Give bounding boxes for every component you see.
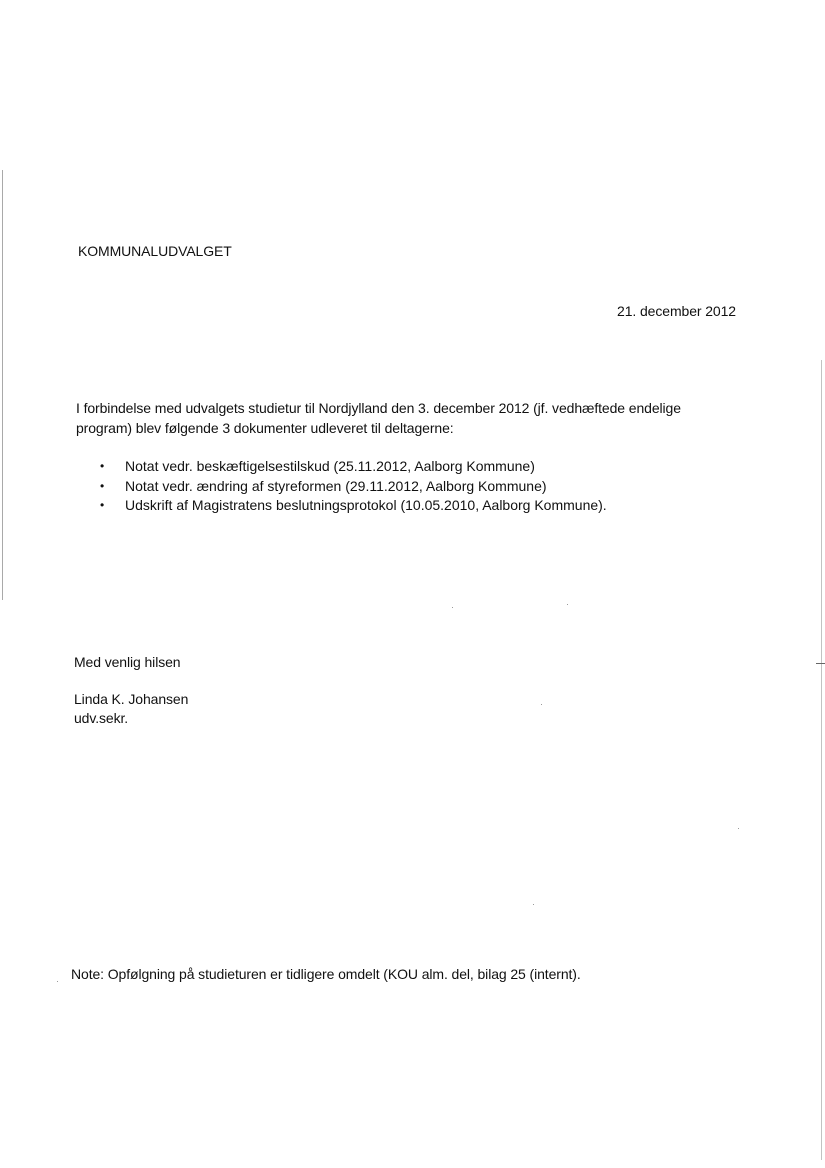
signer-title: udv.sekr. — [74, 710, 129, 726]
bullet-icon: • — [100, 498, 105, 512]
bullet-icon: • — [100, 478, 105, 493]
scan-speck — [533, 904, 534, 905]
document-title: Notat vedr. ændring af styreformen (29.11.2012, Aalborg Kommune) — [125, 477, 547, 494]
signer-name: Linda K. Johansen — [74, 691, 189, 707]
document-title: Udskrift af Magistratens beslutningsprotokol (10.05.2010, Aalborg Kommune). — [125, 497, 607, 513]
recipient-heading: KOMMUNALUDVALGET — [78, 243, 232, 259]
scan-speck — [567, 604, 568, 605]
bullet-icon: • — [100, 459, 105, 473]
scan-speck — [541, 704, 542, 705]
scan-edge-left — [2, 170, 3, 600]
body-line: I forbindelse med udvalgets studietur til Nordjylland den 3. december 2012 (jf. vedhæftede endelige — [76, 400, 681, 416]
scan-edge-mark — [816, 663, 825, 664]
document-list-item — [100, 457, 607, 477]
document-list — [100, 457, 607, 516]
body-paragraph — [76, 398, 716, 438]
scan-edge-right — [821, 360, 822, 1160]
scan-speck — [57, 981, 58, 982]
closing-greeting: Med venlig hilsen — [74, 654, 181, 670]
document-title: Notat vedr. beskæftigelsestilskud (25.11.2012, Aalborg Kommune) — [125, 458, 535, 474]
footnote: Note: Opfølgning på studieturen er tidligere omdelt (KOU alm. del, bilag 25 (internt). — [71, 966, 581, 982]
letter-date: 21. december 2012 — [617, 303, 736, 319]
scan-speck — [738, 828, 739, 829]
document-list-item — [100, 496, 607, 516]
body-line: program) blev følgende 3 dokumenter udleveret til deltagerne: — [76, 420, 454, 436]
document-list-item — [100, 477, 607, 497]
scan-speck — [452, 607, 453, 608]
